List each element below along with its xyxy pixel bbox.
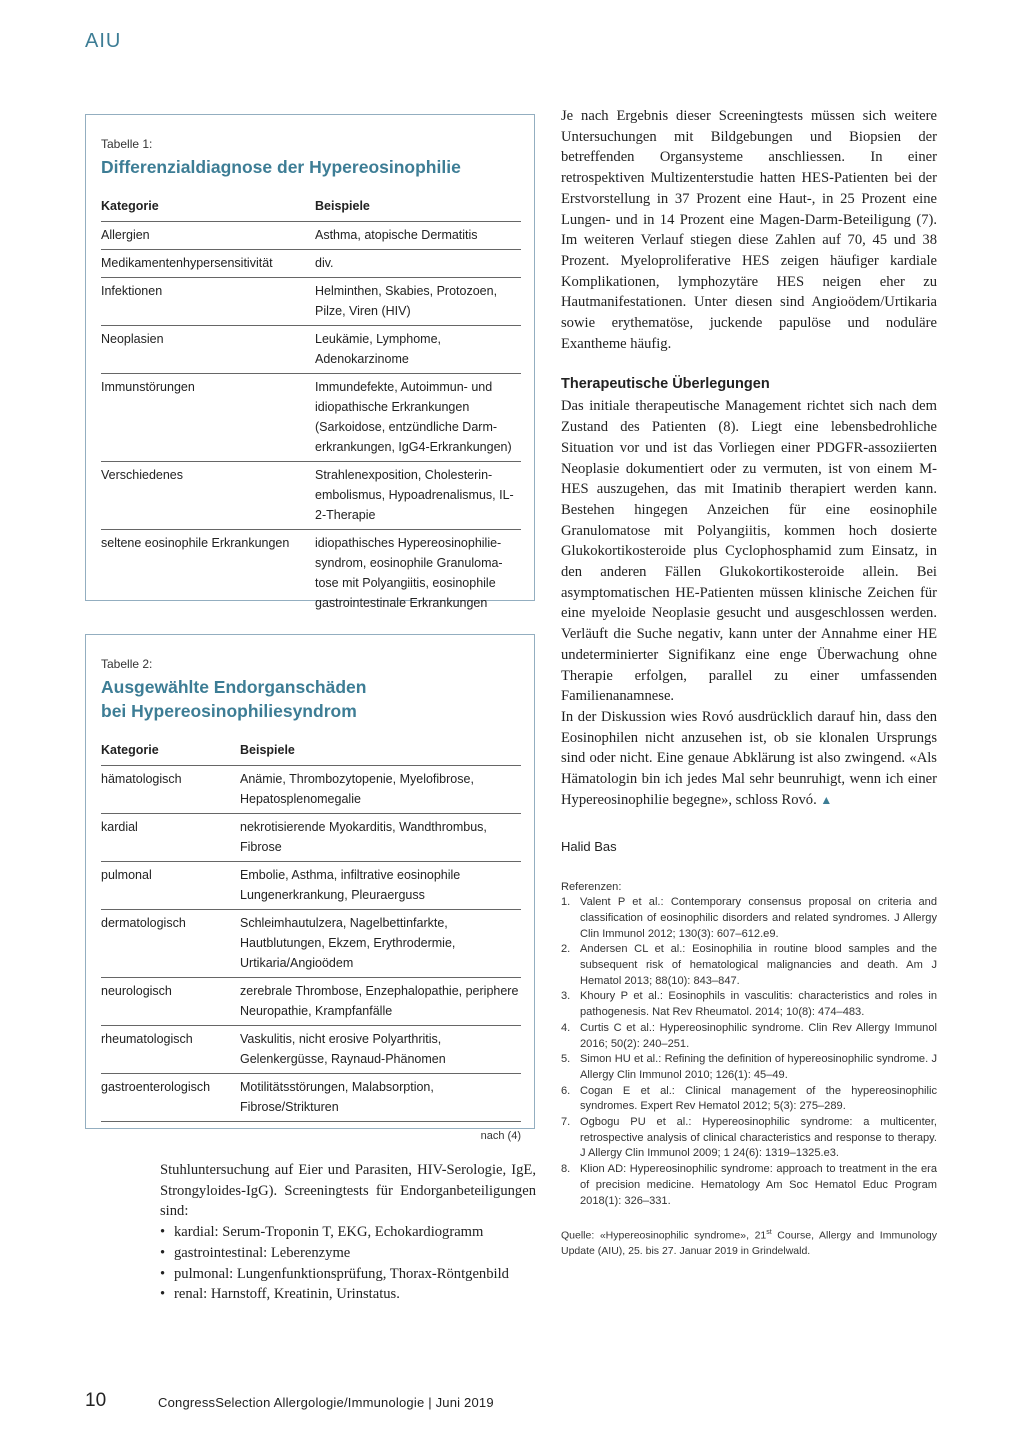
list-item: • gastrointestinal: Leberenzyme (160, 1243, 536, 1264)
table1-header-row (101, 197, 521, 222)
table2-source-note: nach (4) (480, 1130, 521, 1142)
table-cell-category: kardial (101, 814, 240, 862)
table2-title (101, 675, 520, 723)
table-cell-category: neurologisch (101, 978, 240, 1026)
table2-header-row (101, 741, 521, 766)
table1-col-beispiele: Beispiele (315, 197, 521, 222)
references-list (561, 895, 937, 1209)
table1-title: Differenzialdiagnose der Hypereosinophilie (101, 157, 461, 177)
table-cell-examples: Helminthen, Skabies, Protozoen, Pilze, Viren (HIV) (315, 278, 521, 326)
table1-box (85, 114, 535, 610)
reference-item: 3. Khoury P et al.: Eosinophils in vasculitis: characteristics and roles in pathogenesis. Nat Rev Rheumatol. 2014; 10(8): 474–483. (561, 990, 937, 1019)
reference-item: 7. Ogbogu PU et al.: Hypereosinophilic syndrome: a multicenter, retrospective analysis of clinical characteristics and response to therapy. J Allergy Clin Immunol 2009; 1 24(6): 1319–1325.e3. (561, 1116, 937, 1160)
table-cell-examples: idiopathisches Hypereosinophilie-syndrom, eosinophile Granuloma-tose mit Polyangiitis, eosinophile gastrointestinale Erkrankungen (315, 536, 503, 610)
list-item: • kardial: Serum-Troponin T, EKG, Echokardiogramm (160, 1222, 536, 1243)
reference-item: 8. Klion AD: Hypereosinophilic syndrome: approach to treatment in the era of precision medicine. Hematology Am Soc Hematol Educ Program 2018(1): 326–331. (561, 1163, 937, 1207)
table-cell-examples: Motilitätsstörungen, Malabsorption, Fibrose/Strikturen (240, 1074, 521, 1122)
reference-item: 4. Curtis C et al.: Hypereosinophilic syndrome. Clin Rev Allergy Immunol 2016; 50(2): 240–251. (561, 1021, 937, 1050)
table1 (101, 197, 521, 617)
table-row (101, 862, 521, 910)
table-cell-examples: Embolie, Asthma, infiltrative eosinophile Lungenerkrankung, Pleuraerguss (240, 862, 521, 910)
table-cell-category: Immunstörungen (101, 374, 315, 462)
table1-label: Tabelle 1: (101, 137, 153, 151)
section-tag: AIU (85, 30, 122, 52)
table2-label: Tabelle 2: (101, 657, 153, 671)
page-number: 10 (85, 1390, 107, 1411)
table-cell-category: Medikamentenhypersensitivität (101, 250, 315, 278)
journal-title: CongressSelection Allergologie/Immunologie | Juni 2019 (158, 1395, 494, 1410)
table2-col-kategorie: Kategorie (101, 741, 240, 766)
references (561, 880, 937, 1210)
table-row (101, 766, 521, 814)
reference-item: 6. Cogan E et al.: Clinical management of the hypereosinophilic syndromes. Expert Rev Hematol 2012; 5(3): 275–289. (561, 1084, 937, 1113)
body-paragraph-3-text: In der Diskussion wies Rovó ausdrücklich darauf hin, dass den Eosinophilen nicht anzusehen ist, ob sie klonalen Ursprungs sind oder nicht. Eine genaue Abklärung ist also zwingend. «Als Hämatologin bin ich jedes Mal sehr beunruhigt, wenn ich einer Hypereosinophilie begegne», schloss Rovó. (561, 708, 937, 808)
list-item: • pulmonal: Lungenfunktionsprüfung, Thorax-Röntgenbild (160, 1264, 536, 1285)
table-row (101, 462, 521, 530)
table-cell-category: Allergien (101, 222, 315, 250)
table-row (101, 278, 521, 326)
table2-title-line1: Ausgewählte Endorganschäden (101, 677, 367, 697)
table2 (101, 741, 521, 1122)
table-cell-category: Verschiedenes (101, 462, 315, 530)
table-cell-examples: Asthma, atopische Dermatitis (315, 222, 521, 250)
table-cell-category: dermatologisch (101, 910, 240, 978)
table-cell-examples: zerebrale Thrombose, Enzephalopathie, periphere Neuropathie, Krampfanfälle (240, 978, 521, 1026)
table2-title-line2: bei Hypereosinophiliesyndrom (101, 701, 357, 721)
left-body-text (160, 1160, 536, 1305)
table-cell-examples: Schleimhautulzera, Nagelbettinfarkte, Hautblutungen, Ekzem, Erythrodermie, Urtikaria/Angioödem (240, 910, 521, 978)
table-cell-category: Infektionen (101, 278, 315, 326)
table-row (101, 530, 521, 618)
table-row (101, 814, 521, 862)
table-row (101, 250, 521, 278)
table-cell-examples: Anämie, Thrombozytopenie, Myelofibrose, Hepatosplenomegalie (240, 766, 521, 814)
table-row (101, 910, 521, 978)
table-cell-category: gastroenterologisch (101, 1074, 240, 1122)
table-cell-examples: Leukämie, Lymphome, Adenokarzinome (315, 326, 521, 374)
table-row (101, 222, 521, 250)
page-footer (85, 1390, 945, 1414)
table-cell-category: seltene eosinophile Erkrankungen (101, 536, 290, 550)
table-row (101, 326, 521, 374)
table-cell-examples: div. (315, 250, 521, 278)
table-row (101, 374, 521, 462)
table-row (101, 1074, 521, 1122)
table2-col-beispiele: Beispiele (240, 741, 521, 766)
body-paragraph-2: Das initiale therapeutische Management richtet sich nach dem Zustand des Patienten (8). Liegt eine lebensbedrohliche Situation vor und ist das Vorliegen einer PDGFR-assoziierten Neoplasie dokumentiert oder zu vermuten, ist von einem M-HES auszugehen, das mit Imatinib therapiert werden kann. Bestehen hingegen Anzeichen für eine eosinophile Granulomatose mit Polyangiitis, kommen hoch dosierte Glukokortikosteroide plus Cyclophosphamid zum Einsatz, in den anderen Fällen Glukokortikosteroide allein. Bei asymptomatischen HE-Patienten müssen klinische Zeichen für eine myeloide Neoplasie gesucht und ausgeschlossen werden. Verläuft die Suche negativ, kann unter der Annahme einer HE undeterminierter Signifikanz eine enge Überwachung ohne Therapie erfolgen, parallel zu einer umfassenden Familienanamnese. (561, 398, 937, 705)
table2-box (85, 634, 535, 1142)
table1-col-kategorie: Kategorie (101, 197, 315, 222)
table-cell-category: rheumatologisch (101, 1026, 240, 1074)
screening-paragraph: Stuhluntersuchung auf Eier und Parasiten, HIV-Serologie, IgE, Strongyloides-IgG). Screeningtests für Endorganbeteiligungen sind: (160, 1162, 536, 1220)
table-cell-category: hämatologisch (101, 766, 240, 814)
screening-list (160, 1222, 536, 1305)
author: Halid Bas (561, 838, 617, 854)
body-paragraph-1: Je nach Ergebnis dieser Screeningtests müssen sich weitere Untersuchungen mit Bildgebungen und Biopsien der betreffenden Organsysteme anschliessen. In einer retrospektiven Multizenterstudie hatten HES-Patienten bei der Erstvorstellung in 37 Prozent eine Haut-, in 25 Prozent eine Lungen- und in 14 Prozent eine Magen-Darm-Beteiligung (7). Im weiteren Verlauf stiegen diese Zahlen auf 70, 45 und 38 Prozent. Myeloproliferative HES zeigen häufiger kardiale Komplikationen, lymphozytäre HES neigen eher zu Hautmanifestationen. Unter diesen sind Angioödem/Urtikaria sowie erythematöse, juckende papulöse und noduläre Exantheme häufig. (561, 108, 937, 352)
end-triangle-icon: ▲ (820, 792, 833, 807)
table-cell-examples: nekrotisierende Myokarditis, Wandthrombus, Fibrose (240, 814, 521, 862)
table-cell-category: Neoplasien (101, 326, 315, 374)
list-item: • renal: Harnstoff, Kreatinin, Urinstatus. (160, 1284, 536, 1305)
right-column (561, 106, 937, 1260)
source-note: Quelle: «Hypereosinophilic syndrome», 21st Course, Allergy and Immunology Update (AIU), 25. bis 27. Januar 2019 in Grindelwald. (561, 1229, 937, 1258)
table-cell-examples: Vaskulitis, nicht erosive Polyarthritis, Gelenkergüsse, Raynaud-Phänomen (240, 1026, 521, 1074)
table-row (101, 978, 521, 1026)
references-heading: Referenzen: (561, 880, 622, 893)
table-row (101, 1026, 521, 1074)
table-cell-examples: Immundefekte, Autoimmun- und idiopathische Erkrankungen (Sarkoidose, entzündliche Darm-erkrankungen, IgG4-Erkrankungen) (315, 374, 521, 462)
reference-item: 1. Valent P et al.: Contemporary consensus proposal on criteria and classification of eosinophilic disorders and related syndromes. J Allergy Clin Immunol 2012; 130(3): 607–612.e9. (561, 896, 937, 940)
reference-item: 5. Simon HU et al.: Refining the definition of hypereosinophilic syndrome. J Allergy Clin Immunol 2010; 126(1): 45–49. (561, 1053, 937, 1081)
reference-item: 2. Andersen CL et al.: Eosinophilia in routine blood samples and the subsequent risk of hematological malignancies and death. Am J Hematol 2013; 88(10): 843–847. (561, 943, 937, 987)
section-heading: Therapeutische Überlegungen (561, 376, 770, 393)
table-cell-examples: Strahlenexposition, Cholesterin-embolismus, Hypoadrenalismus, IL-2-Therapie (315, 462, 521, 530)
table-cell-category: pulmonal (101, 862, 240, 910)
body-paragraph-3 (561, 707, 937, 811)
